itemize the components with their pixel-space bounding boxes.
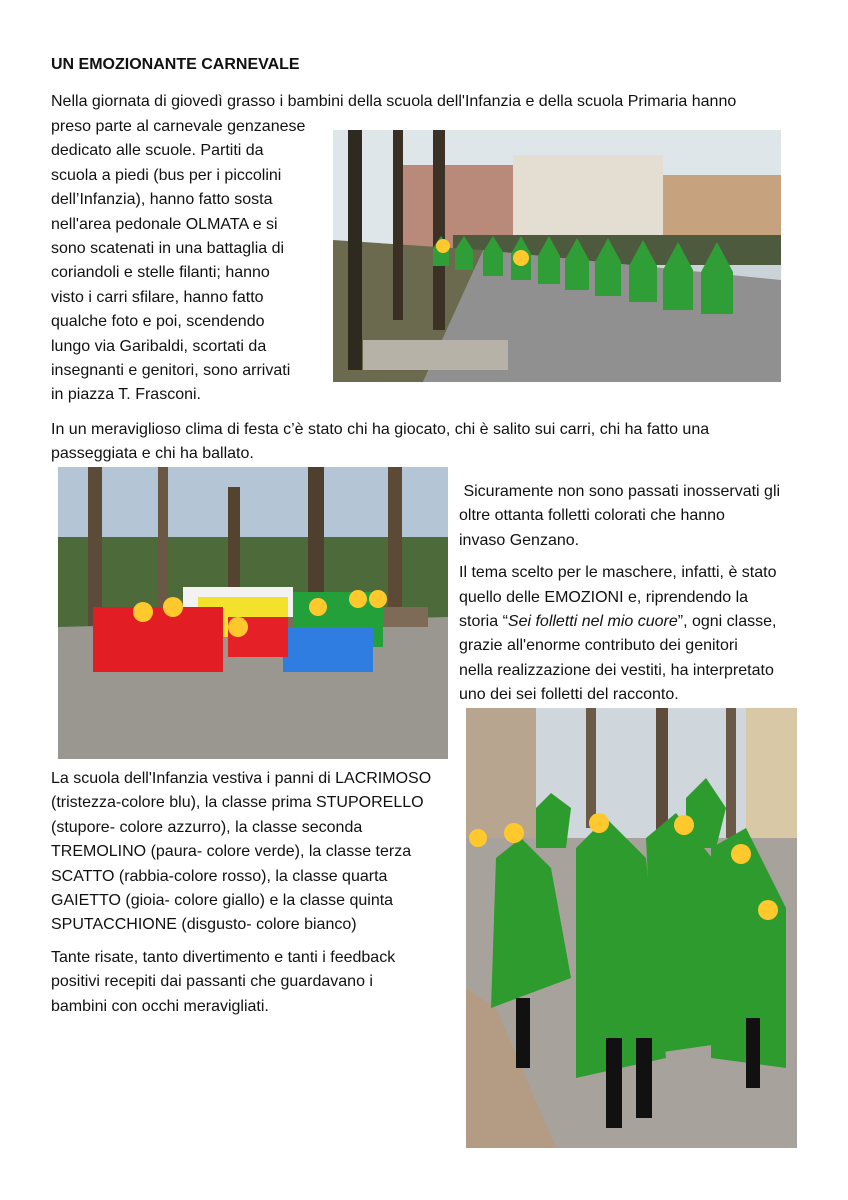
text-line: passeggiata e chi ha ballato. [51,445,254,463]
intro-paragraph [51,115,331,408]
right-column-text [459,480,804,708]
text-line: uno dei sei folletti del racconto. [459,686,679,704]
text-line: Il tema scelto per le maschere, infatti, è stato [459,564,777,582]
festival-paragraph [51,418,811,467]
text-line: In un meraviglioso clima di festa c’è stato chi ha giocato, chi è salito sui carri, chi ha fatto una [51,421,710,438]
text-line: grazie all'enorme contributo dei genitori [459,637,738,655]
text-line: quello delle EMOZIONI e, riprendendo la [459,588,749,606]
text-line: oltre ottanta folletti colorati che hanno [459,507,725,525]
text-line: positivi recepiti dai passanti che guardavano i [51,973,373,991]
text-line: invaso Genzano. [459,531,580,549]
text-line: dell’Infanzia), hanno fatto sosta [51,191,273,209]
text-line: dedicato alle scuole. Partiti da [51,142,264,160]
text-line: sono scatenati in una battaglia di [51,240,285,258]
story-title: Sei folletti nel mio cuore [507,613,678,631]
quote-open: storia “ [459,613,508,631]
text-line: bambini con occhi meravigliati. [51,997,269,1015]
colored-group-photo [58,467,448,759]
text-line: GAIETTO (gioia- colore giallo) e la classe quinta [51,892,394,910]
green-folletti-photo [466,708,797,1148]
text-line: Sicuramente non sono passati inosservati gli [459,483,781,500]
text-line: preso parte al carnevale genzanese [51,118,306,135]
text-line: in piazza T. Frasconi. [51,386,201,404]
text-line: coriandoli e stelle filanti; hanno [51,264,270,282]
text-line: (stupore- colore azzurro), la classe seconda [51,818,363,836]
article-title: UN EMOZIONANTE CARNEVALE [51,56,300,73]
text-line: lungo via Garibaldi, scortati da [51,337,267,355]
left-column-text [51,767,451,1019]
text-line: scuola a piedi (bus per i piccolini [51,166,282,184]
text-line [459,610,804,634]
text-line: Tante risate, tanto divertimento e tanti i feedback [51,948,396,966]
intro-first-line: Nella giornata di giovedì grasso i bambini della scuola dell'Infanzia e della scuola Primaria hanno [51,93,737,110]
text-line: La scuola dell'Infanzia vestiva i panni di LACRIMOSO [51,770,432,787]
text-line: SPUTACCHIONE (disgusto- colore bianco) [51,916,357,934]
text-line: SCATTO (rabbia-colore rosso), la classe quarta [51,867,388,885]
text-line: insegnanti e genitori, sono arrivati [51,362,291,380]
parade-street-photo [333,130,781,382]
quote-close: ”, ogni classe, [677,613,777,631]
text-line: TREMOLINO (paura- colore verde), la classe terza [51,843,412,861]
text-line: qualche foto e poi, scendendo [51,313,265,331]
text-line: nell'area pedonale OLMATA e si [51,215,278,233]
text-line: visto i carri sfilare, hanno fatto [51,288,264,306]
text-line: nella realizzazione dei vestiti, ha interpretato [459,661,774,679]
text-line: (tristezza-colore blu), la classe prima STUPORELLO [51,794,424,812]
